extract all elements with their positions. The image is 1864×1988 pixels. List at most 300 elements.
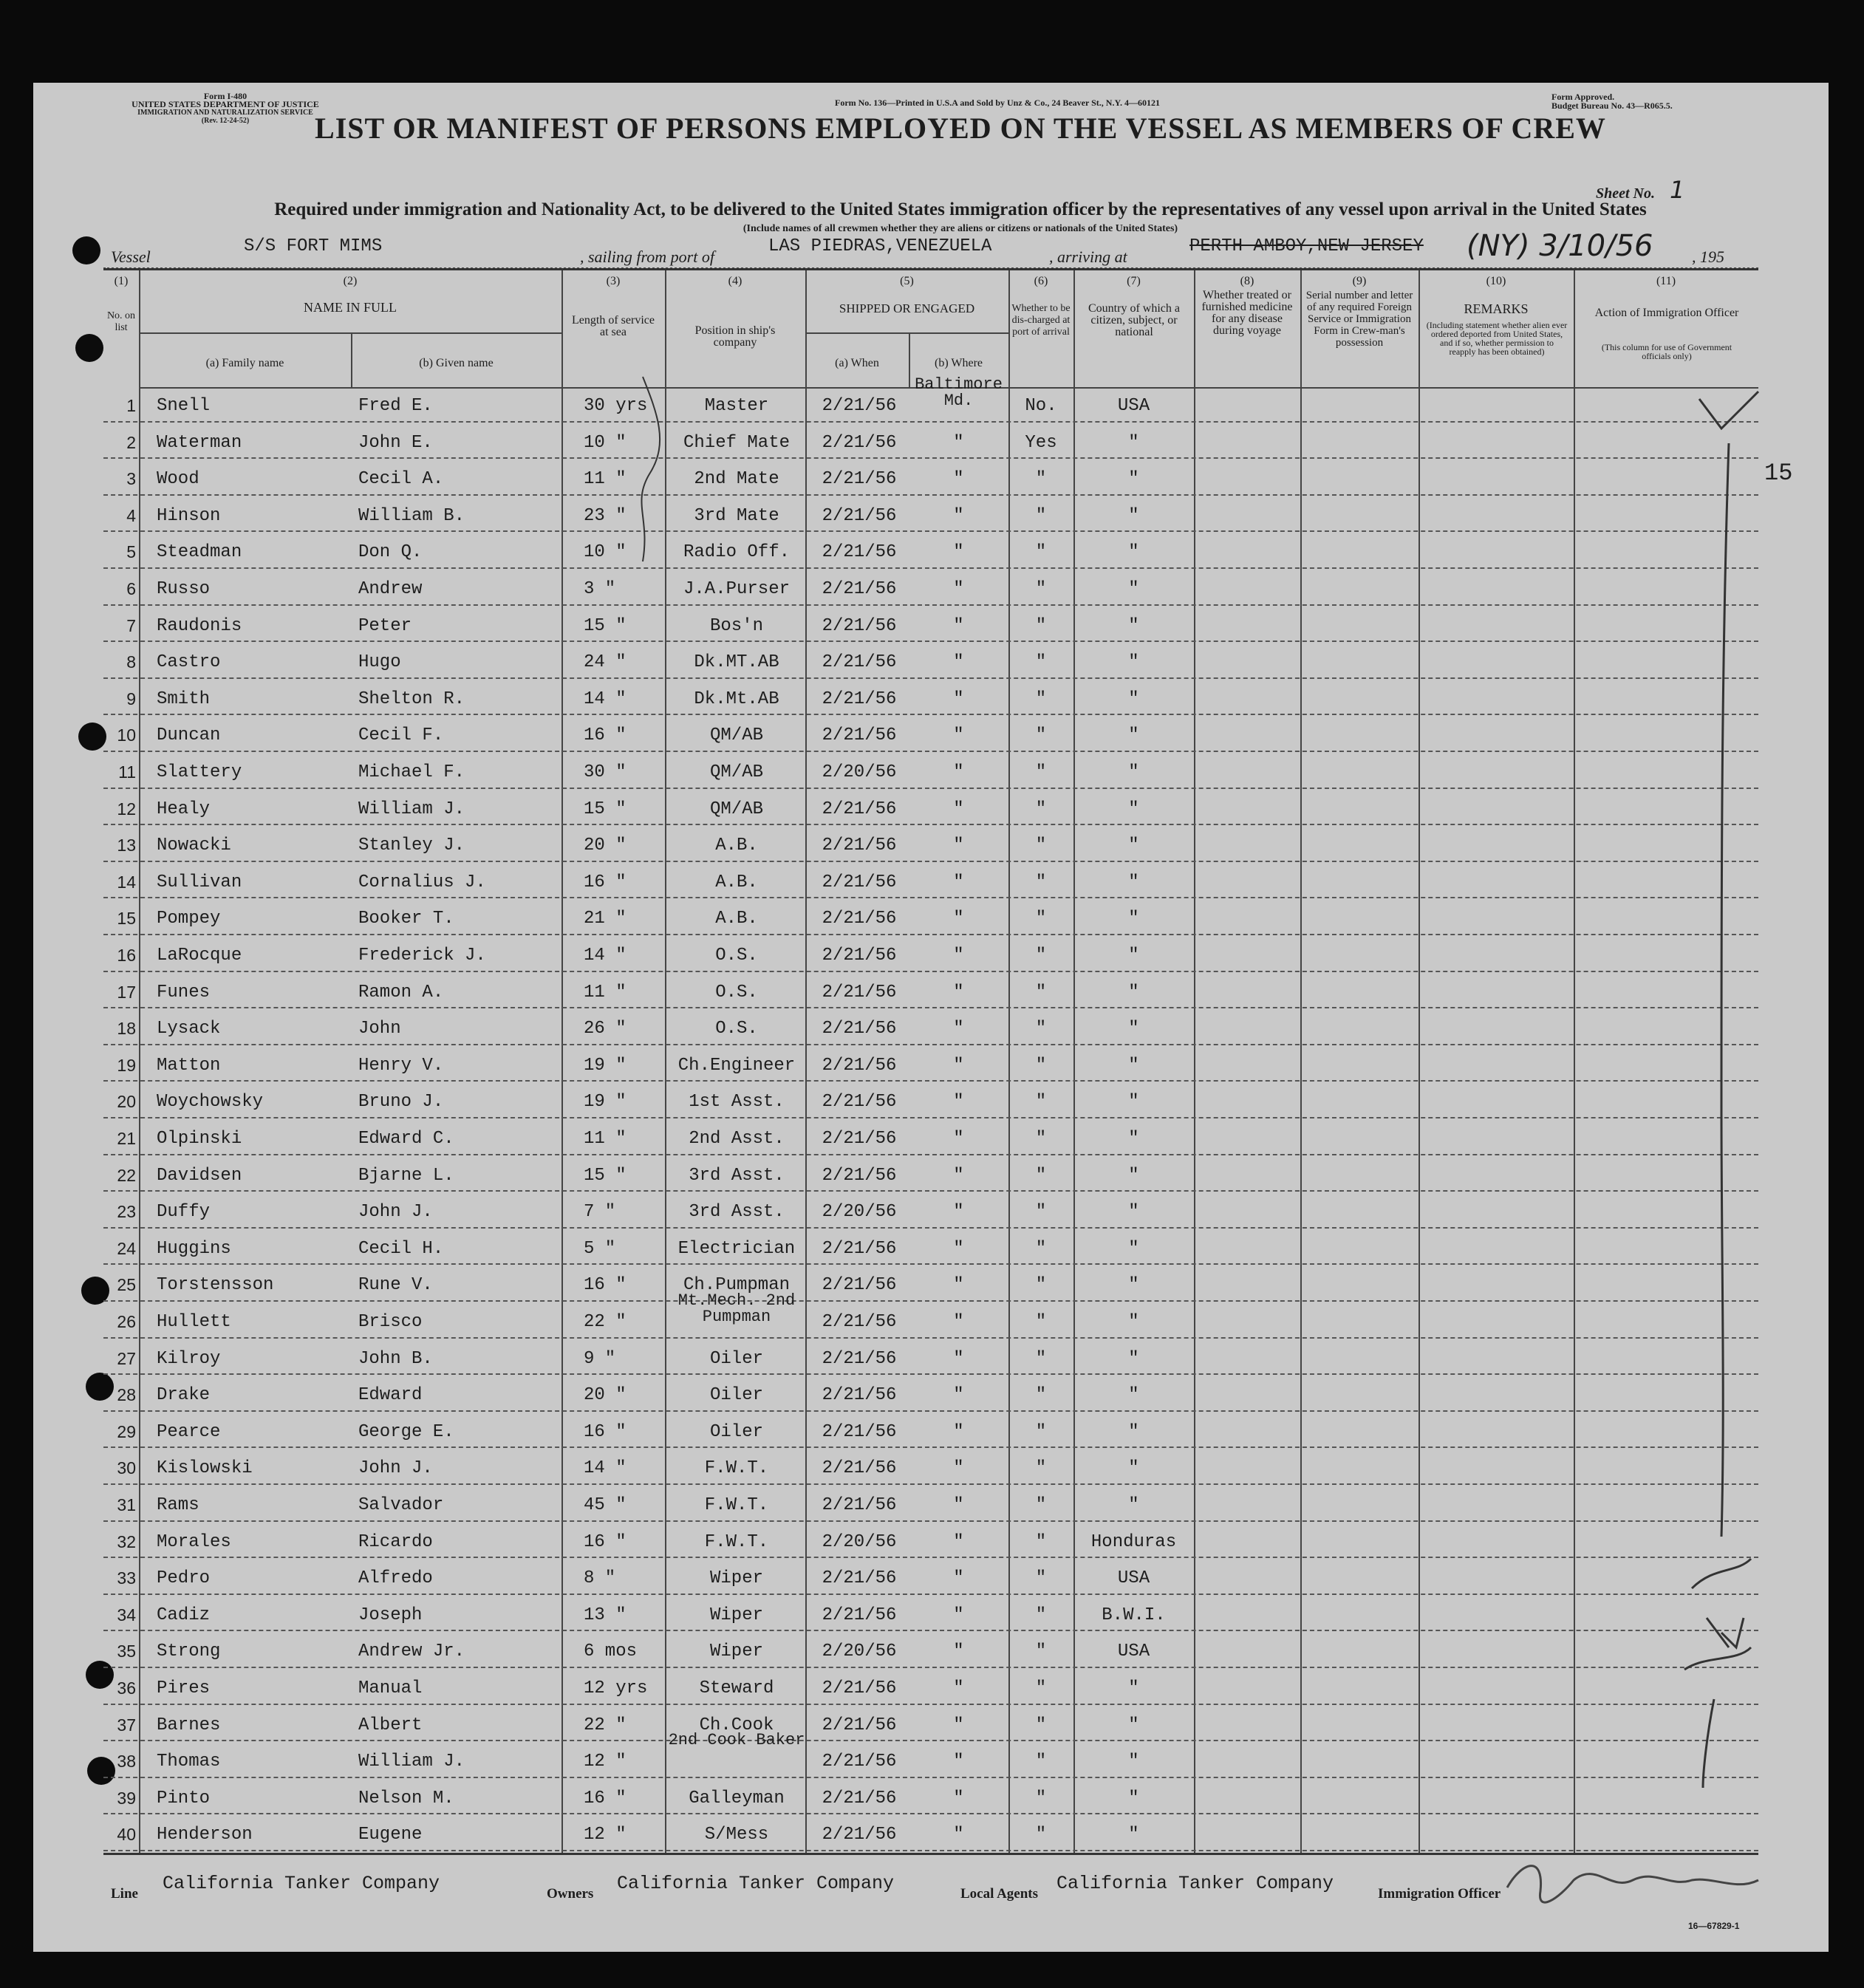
country: Honduras bbox=[1090, 1531, 1177, 1552]
country: " bbox=[1128, 652, 1139, 673]
given-name: George E. bbox=[358, 1421, 454, 1442]
discharged: " bbox=[1035, 1092, 1047, 1113]
row-number: 32 bbox=[117, 1531, 136, 1551]
row-number: 8 bbox=[126, 652, 136, 672]
length-of-service: 14 " bbox=[584, 1458, 627, 1479]
position: Wiper bbox=[709, 1642, 763, 1662]
shipped-when: 2/21/56 bbox=[822, 1421, 897, 1442]
given-name: Andrew bbox=[358, 579, 423, 599]
country: " bbox=[1128, 1678, 1139, 1698]
col-number: (3) bbox=[606, 275, 621, 287]
family-name: Matton bbox=[157, 1055, 221, 1076]
shipped-when: 2/21/56 bbox=[822, 1385, 897, 1406]
position: F.W.T. bbox=[704, 1495, 769, 1515]
length-of-service: 15 " bbox=[584, 1165, 627, 1186]
country: " bbox=[1128, 615, 1139, 636]
col-number: (7) bbox=[1127, 275, 1141, 287]
family-name: Davidsen bbox=[157, 1165, 242, 1186]
length-of-service: 20 " bbox=[584, 836, 627, 856]
header-length-of-service: Length of service at sea bbox=[572, 314, 655, 338]
row-rule bbox=[103, 1007, 1758, 1008]
row-number: 22 bbox=[117, 1165, 136, 1185]
position: A.B. bbox=[715, 909, 758, 929]
discharged: " bbox=[1035, 762, 1047, 782]
family-name: Huggins bbox=[157, 1238, 231, 1259]
row-rule bbox=[103, 1300, 1758, 1302]
row-number: 40 bbox=[117, 1825, 136, 1845]
page-title: LIST OR MANIFEST OF PERSONS EMPLOYED ON THE VESSEL AS MEMBERS OF CREW bbox=[315, 112, 1606, 145]
given-name: Edward bbox=[358, 1385, 423, 1406]
shipped-when: 2/21/56 bbox=[822, 505, 897, 526]
position: Ch.Pumpman bbox=[683, 1275, 791, 1296]
given-name: Cecil A. bbox=[358, 469, 444, 490]
row-number: 37 bbox=[117, 1715, 136, 1735]
margin-note: 15 bbox=[1764, 460, 1793, 487]
row-rule bbox=[103, 1813, 1758, 1814]
shipped-where: " bbox=[953, 1421, 964, 1442]
row-number: 33 bbox=[117, 1568, 136, 1588]
family-name: Pearce bbox=[157, 1421, 221, 1442]
row-number: 34 bbox=[117, 1605, 136, 1625]
row-rule bbox=[103, 1704, 1758, 1705]
shipped-when: 2/21/56 bbox=[822, 1568, 897, 1589]
position: 1st Asst. bbox=[689, 1092, 785, 1113]
header-remarks-note: (Including statement whether alien ever ordered deported from United States, and if so, whether permission to reapply has been obtained) bbox=[1426, 320, 1568, 357]
line-value: California Tanker Company bbox=[163, 1873, 440, 1894]
shipped-where: " bbox=[953, 579, 964, 599]
position: 3rd Asst. bbox=[689, 1165, 785, 1186]
shipped-where: " bbox=[953, 982, 964, 1002]
row-rule bbox=[103, 1154, 1758, 1155]
discharged: " bbox=[1035, 1788, 1047, 1808]
given-name: Michael F. bbox=[358, 762, 465, 782]
family-name: Steadman bbox=[157, 542, 242, 563]
col-number: (1) bbox=[114, 275, 129, 287]
header-name-in-full: NAME IN FULL bbox=[304, 300, 397, 315]
length-of-service: 12 " bbox=[584, 1752, 627, 1772]
family-name: Castro bbox=[157, 652, 221, 673]
family-name: Pedro bbox=[157, 1568, 211, 1589]
col-divider bbox=[561, 270, 563, 1853]
shipped-when: 2/21/56 bbox=[822, 1238, 897, 1259]
given-name: William J. bbox=[358, 1752, 465, 1772]
shipped-when: 2/21/56 bbox=[822, 1678, 897, 1698]
shipped-when: 2/20/56 bbox=[822, 1202, 897, 1223]
row-number: 19 bbox=[117, 1055, 136, 1075]
port-of-arrival: PERTH AMBOY,NEW JERSEY bbox=[1189, 236, 1424, 256]
country: " bbox=[1128, 762, 1139, 782]
discharged: " bbox=[1035, 1055, 1047, 1076]
shipped-when: 2/21/56 bbox=[822, 1275, 897, 1296]
discharged: " bbox=[1035, 1238, 1047, 1259]
binder-hole bbox=[78, 723, 106, 751]
discharged: " bbox=[1035, 1129, 1047, 1149]
country: " bbox=[1128, 1788, 1139, 1808]
shipped-where: " bbox=[953, 1495, 964, 1515]
row-rule bbox=[103, 1850, 1758, 1851]
shipped-when: 2/20/56 bbox=[822, 1642, 897, 1662]
country: " bbox=[1128, 505, 1139, 526]
shipped-when: 2/21/56 bbox=[822, 1458, 897, 1479]
shipped-where: " bbox=[953, 1348, 964, 1369]
family-name: Snell bbox=[157, 396, 211, 416]
shipped-where: " bbox=[953, 836, 964, 856]
country: " bbox=[1128, 1825, 1139, 1845]
col-divider bbox=[1574, 270, 1575, 1853]
family-name: Pinto bbox=[157, 1788, 211, 1808]
length-of-service: 30 " bbox=[584, 762, 627, 782]
family-name: Strong bbox=[157, 1642, 221, 1662]
header-remarks: REMARKS bbox=[1464, 301, 1529, 316]
row-number: 21 bbox=[117, 1129, 136, 1148]
discharged: " bbox=[1035, 1312, 1047, 1332]
given-name: Stanley J. bbox=[358, 836, 465, 856]
length-of-service: 3 " bbox=[584, 579, 616, 599]
shipped-where: " bbox=[953, 909, 964, 929]
length-of-service: 15 " bbox=[584, 615, 627, 636]
position: Dk.MT.AB bbox=[694, 652, 779, 673]
given-name: John B. bbox=[358, 1348, 433, 1369]
family-name: Slattery bbox=[157, 762, 242, 782]
shipped-where: " bbox=[953, 1019, 964, 1039]
position: QM/AB bbox=[709, 725, 763, 746]
country: " bbox=[1128, 1495, 1139, 1515]
row-number: 27 bbox=[117, 1348, 136, 1368]
shipped-when: 2/21/56 bbox=[822, 1825, 897, 1845]
shipped-when: 2/21/56 bbox=[822, 836, 897, 856]
shipped-where: " bbox=[953, 946, 964, 966]
position: Wiper bbox=[709, 1568, 763, 1589]
country: " bbox=[1128, 1752, 1139, 1772]
position: F.W.T. bbox=[704, 1531, 769, 1552]
discharged: " bbox=[1035, 1642, 1047, 1662]
given-name: William J. bbox=[358, 799, 465, 819]
discharged: " bbox=[1035, 982, 1047, 1002]
country: " bbox=[1128, 1238, 1139, 1259]
col-divider bbox=[1300, 270, 1302, 1853]
discharged: " bbox=[1035, 542, 1047, 563]
given-name: John E. bbox=[358, 432, 433, 453]
country: " bbox=[1128, 1129, 1139, 1149]
header-shipped-or-engaged: SHIPPED OR ENGAGED bbox=[839, 301, 975, 315]
row-number: 26 bbox=[117, 1312, 136, 1331]
discharged: " bbox=[1035, 1495, 1047, 1515]
row-number: 25 bbox=[117, 1275, 136, 1295]
given-name: Cecil H. bbox=[358, 1238, 444, 1259]
sheet-no-value: 1 bbox=[1670, 176, 1685, 204]
length-of-service: 23 " bbox=[584, 505, 627, 526]
country: " bbox=[1128, 542, 1139, 563]
shipped-where: " bbox=[953, 1092, 964, 1113]
family-name: Cadiz bbox=[157, 1605, 211, 1625]
shipped-when: 2/21/56 bbox=[822, 689, 897, 709]
position: 3rd Asst. bbox=[689, 1202, 785, 1223]
family-name: LaRocque bbox=[157, 946, 242, 966]
position: 2nd Mate bbox=[694, 469, 779, 490]
position: Oiler bbox=[709, 1348, 763, 1369]
country: " bbox=[1128, 909, 1139, 929]
row-number: 7 bbox=[126, 615, 136, 635]
sailing-label: , sailing from port of bbox=[580, 247, 714, 266]
owners-label: Owners bbox=[547, 1886, 594, 1902]
family-name: Duncan bbox=[157, 725, 221, 746]
department: UNITED STATES DEPARTMENT OF JUSTICE bbox=[132, 99, 319, 109]
row-number: 30 bbox=[117, 1458, 136, 1478]
length-of-service: 5 " bbox=[584, 1238, 616, 1259]
row-number: 17 bbox=[117, 982, 136, 1002]
given-name: Manual bbox=[358, 1678, 423, 1698]
vessel-name: S/S FORT MIMS bbox=[244, 236, 383, 256]
country: USA bbox=[1117, 1642, 1150, 1662]
position: A.B. bbox=[715, 872, 758, 892]
officer-label: Immigration Officer bbox=[1378, 1886, 1501, 1902]
row-rule bbox=[103, 1410, 1758, 1412]
row-number: 16 bbox=[117, 946, 136, 965]
row-rule bbox=[103, 1667, 1758, 1668]
shipped-when: 2/20/56 bbox=[822, 762, 897, 782]
agents-value: California Tanker Company bbox=[1056, 1873, 1334, 1894]
discharged: " bbox=[1035, 1202, 1047, 1223]
binder-hole bbox=[75, 334, 103, 362]
length-of-service: 16 " bbox=[584, 872, 627, 892]
discharged: " bbox=[1035, 615, 1047, 636]
shipped-when: 2/21/56 bbox=[822, 579, 897, 599]
shipped-when: 2/21/56 bbox=[822, 396, 897, 416]
col-number: (4) bbox=[728, 275, 742, 287]
shipped-when: 2/21/56 bbox=[822, 1752, 897, 1772]
length-of-service: 16 " bbox=[584, 1275, 627, 1296]
given-name: Edward C. bbox=[358, 1129, 454, 1149]
row-number: 31 bbox=[117, 1495, 136, 1514]
shipped-when: 2/21/56 bbox=[822, 982, 897, 1002]
country: " bbox=[1128, 872, 1139, 892]
position: 2nd Cook Baker bbox=[668, 1731, 805, 1750]
shipped-when: 2/21/56 bbox=[822, 1019, 897, 1039]
length-of-service: 11 " bbox=[584, 469, 627, 490]
length-of-service: 19 " bbox=[584, 1092, 627, 1113]
header-where: (b) Where bbox=[935, 357, 983, 369]
row-rule bbox=[103, 1630, 1758, 1631]
country: " bbox=[1128, 689, 1139, 709]
family-name: Kislowski bbox=[157, 1458, 253, 1479]
country: " bbox=[1128, 725, 1139, 746]
row-rule bbox=[103, 457, 1758, 459]
shipped-when: 2/21/56 bbox=[822, 615, 897, 636]
given-name: William B. bbox=[358, 505, 465, 526]
row-rule bbox=[103, 788, 1758, 789]
row-rule bbox=[103, 1263, 1758, 1265]
col-number: (5) bbox=[900, 275, 914, 287]
given-name: Bjarne L. bbox=[358, 1165, 454, 1186]
position: Electrician bbox=[677, 1238, 796, 1259]
family-name: Drake bbox=[157, 1385, 211, 1406]
vessel-label: Vessel bbox=[111, 247, 151, 266]
binder-hole bbox=[72, 236, 100, 264]
row-number: 15 bbox=[117, 909, 136, 929]
length-of-service: 19 " bbox=[584, 1055, 627, 1076]
country: " bbox=[1128, 1348, 1139, 1369]
given-name: John J. bbox=[358, 1202, 433, 1223]
row-number: 12 bbox=[117, 799, 136, 819]
discharged: " bbox=[1035, 469, 1047, 490]
col-number: (2) bbox=[343, 275, 358, 287]
row-rule bbox=[103, 494, 1758, 496]
discharged: " bbox=[1035, 836, 1047, 856]
position: Wiper bbox=[709, 1605, 763, 1625]
shipped-where: " bbox=[953, 1202, 964, 1223]
arriving-label: , arriving at bbox=[1049, 247, 1127, 266]
row-number: 23 bbox=[117, 1202, 136, 1222]
subtitle: Required under immigration and Nationality Act, to be delivered to the United States immigration officer by the representatives of any vessel upon arrival in the United States bbox=[274, 199, 1647, 219]
length-of-service: 13 " bbox=[584, 1605, 627, 1625]
discharged: " bbox=[1035, 505, 1047, 526]
row-number: 24 bbox=[117, 1238, 136, 1258]
sheet-label: Sheet No. bbox=[1596, 185, 1655, 202]
row-number: 28 bbox=[117, 1385, 136, 1405]
shipped-where: " bbox=[953, 1055, 964, 1076]
position: 2nd Asst. bbox=[689, 1129, 785, 1149]
form-number: Form I-480 bbox=[203, 91, 247, 101]
row-number: 2 bbox=[126, 432, 136, 452]
header-position: Position in ship's company bbox=[694, 324, 776, 349]
header-country: Country of which a citizen, subject, or national bbox=[1088, 302, 1180, 338]
form-header-right bbox=[1551, 92, 1795, 110]
row-number: 11 bbox=[118, 762, 136, 782]
shipped-where: " bbox=[953, 872, 964, 892]
position: Steward bbox=[699, 1678, 774, 1698]
shipped-when: 2/21/56 bbox=[822, 872, 897, 892]
shipped-when: 2/21/56 bbox=[822, 1165, 897, 1186]
given-name: John J. bbox=[358, 1458, 433, 1479]
shipped-where: " bbox=[953, 689, 964, 709]
given-name: Alfredo bbox=[358, 1568, 433, 1589]
discharged: " bbox=[1035, 909, 1047, 929]
length-of-service: 14 " bbox=[584, 946, 627, 966]
family-name: Morales bbox=[157, 1531, 231, 1552]
header-no-on-list: No. on list bbox=[106, 310, 136, 333]
position: QM/AB bbox=[709, 799, 763, 819]
discharged: " bbox=[1035, 1275, 1047, 1296]
col-number: (8) bbox=[1240, 275, 1254, 287]
row-rule bbox=[103, 971, 1758, 972]
shipped-when: 2/21/56 bbox=[822, 1605, 897, 1625]
handwritten-date: (NY) 3/10/56 bbox=[1467, 229, 1653, 263]
country: " bbox=[1128, 1055, 1139, 1076]
crew-table bbox=[103, 268, 1758, 1855]
discharged: " bbox=[1035, 1825, 1047, 1845]
shipped-where: " bbox=[953, 1788, 964, 1808]
row-rule bbox=[103, 530, 1758, 532]
header-serial: Serial number and letter of any required Foreign Service or Immigration Form in Crew-man's possession bbox=[1305, 290, 1413, 349]
shipped-where: " bbox=[953, 1825, 964, 1845]
length-of-service: 30 yrs bbox=[584, 396, 648, 416]
shipped-when: 2/20/56 bbox=[822, 1531, 897, 1552]
row-number: 13 bbox=[117, 836, 136, 855]
position: Oiler bbox=[709, 1421, 763, 1442]
country: " bbox=[1128, 1312, 1139, 1332]
length-of-service: 16 " bbox=[584, 1788, 627, 1808]
shipped-where: " bbox=[953, 1605, 964, 1625]
budget-bureau: Budget Bureau No. 43—R065.5. bbox=[1551, 100, 1673, 111]
family-name: Wood bbox=[157, 469, 199, 490]
family-name: Kilroy bbox=[157, 1348, 221, 1369]
family-name: Lysack bbox=[157, 1019, 221, 1039]
discharged: " bbox=[1035, 1678, 1047, 1698]
length-of-service: 16 " bbox=[584, 1531, 627, 1552]
row-rule bbox=[103, 421, 1758, 423]
given-name: Ricardo bbox=[358, 1531, 433, 1552]
shipped-where: " bbox=[953, 652, 964, 673]
port-of-departure: LAS PIEDRAS,VENEZUELA bbox=[768, 236, 992, 256]
length-of-service: 12 yrs bbox=[584, 1678, 648, 1698]
given-name: Cornalius J. bbox=[358, 872, 486, 892]
shipped-where: " bbox=[953, 1312, 964, 1332]
vessel-row bbox=[103, 229, 1758, 270]
shipped-where: " bbox=[953, 542, 964, 563]
family-name: Sullivan bbox=[157, 872, 242, 892]
row-number: 14 bbox=[117, 872, 136, 892]
given-name: Fred E. bbox=[358, 396, 433, 416]
shipped-when: 2/21/56 bbox=[822, 799, 897, 819]
form-approved: Form Approved. bbox=[1551, 92, 1615, 102]
family-name: Raudonis bbox=[157, 615, 242, 636]
position: O.S. bbox=[715, 946, 758, 966]
row-number: 10 bbox=[117, 725, 136, 745]
col-divider bbox=[1194, 270, 1195, 1853]
row-number: 36 bbox=[117, 1678, 136, 1698]
family-name: Pires bbox=[157, 1678, 211, 1698]
family-name: Funes bbox=[157, 982, 211, 1002]
shipped-when: 2/21/56 bbox=[822, 1495, 897, 1515]
col-number: (9) bbox=[1352, 275, 1367, 287]
family-name: Waterman bbox=[157, 432, 242, 453]
length-of-service: 16 " bbox=[584, 1421, 627, 1442]
row-number: 39 bbox=[117, 1788, 136, 1808]
country: " bbox=[1128, 946, 1139, 966]
discharged: " bbox=[1035, 579, 1047, 599]
length-of-service: 6 mos bbox=[584, 1642, 638, 1662]
country: USA bbox=[1117, 396, 1150, 416]
row-number: 18 bbox=[117, 1019, 136, 1039]
length-of-service: 22 " bbox=[584, 1312, 627, 1332]
given-name: Brisco bbox=[358, 1312, 423, 1332]
shipped-where: " bbox=[953, 505, 964, 526]
row-number: 20 bbox=[117, 1092, 136, 1112]
discharged: " bbox=[1035, 1348, 1047, 1369]
row-rule bbox=[103, 1777, 1758, 1778]
shipped-when: 2/21/56 bbox=[822, 909, 897, 929]
shipped-when: 2/21/56 bbox=[822, 432, 897, 453]
row-rule bbox=[103, 824, 1758, 825]
given-name: Nelson M. bbox=[358, 1788, 454, 1808]
position: Ch.Engineer bbox=[677, 1055, 796, 1076]
length-of-service: 22 " bbox=[584, 1715, 627, 1735]
length-of-service: 11 " bbox=[584, 982, 627, 1002]
given-name: Henry V. bbox=[358, 1055, 444, 1076]
country: " bbox=[1128, 799, 1139, 819]
given-name: Joseph bbox=[358, 1605, 423, 1625]
header-family-name: (a) Family name bbox=[205, 357, 284, 369]
given-name: Andrew Jr. bbox=[358, 1642, 465, 1662]
row-rule bbox=[103, 1740, 1758, 1741]
shipped-where: " bbox=[953, 725, 964, 746]
country: " bbox=[1128, 1458, 1139, 1479]
shipped-when: 2/21/56 bbox=[822, 652, 897, 673]
row-rule bbox=[103, 1446, 1758, 1448]
row-number: 35 bbox=[117, 1642, 136, 1661]
col-number: (10) bbox=[1486, 275, 1506, 287]
shipped-when: 2/21/56 bbox=[822, 725, 897, 746]
